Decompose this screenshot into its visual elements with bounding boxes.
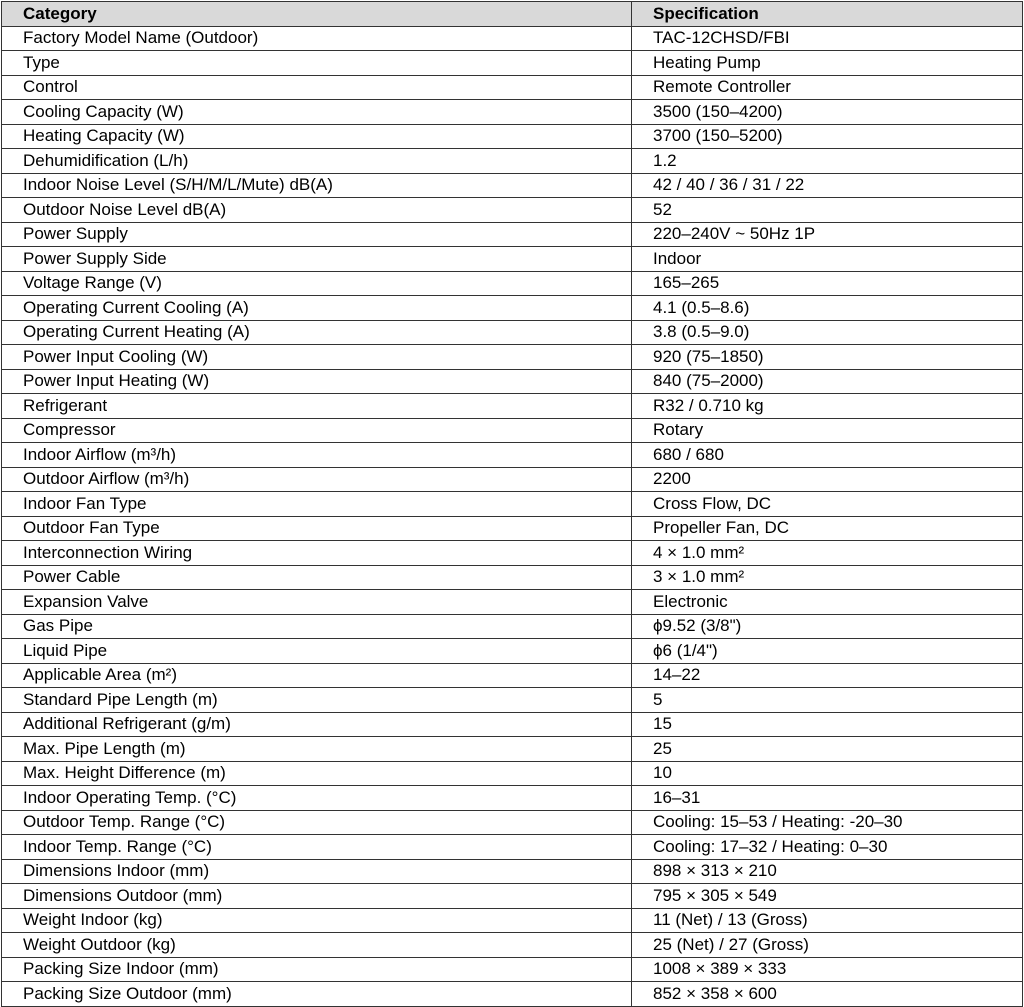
specification-cell: Indoor (632, 247, 1023, 272)
category-cell: Liquid Pipe (2, 639, 632, 664)
table-row (2, 149, 1023, 174)
category-cell: Power Supply Side (2, 247, 632, 272)
table-row (2, 688, 1023, 713)
specification-cell: 5 (632, 688, 1023, 713)
specification-cell: 42 / 40 / 36 / 31 / 22 (632, 173, 1023, 198)
category-cell: Expansion Valve (2, 590, 632, 615)
table-row (2, 614, 1023, 639)
table-row (2, 835, 1023, 860)
category-cell: Factory Model Name (Outdoor) (2, 26, 632, 51)
table-row (2, 908, 1023, 933)
specification-cell: 14–22 (632, 663, 1023, 688)
category-cell: Standard Pipe Length (m) (2, 688, 632, 713)
category-cell: Interconnection Wiring (2, 541, 632, 566)
category-cell: Outdoor Noise Level dB(A) (2, 198, 632, 223)
category-cell: Outdoor Airflow (m³/h) (2, 467, 632, 492)
category-cell: Control (2, 75, 632, 100)
table-header (2, 2, 1023, 27)
table-row (2, 639, 1023, 664)
specification-cell: 3500 (150–4200) (632, 100, 1023, 125)
category-cell: Packing Size Outdoor (mm) (2, 982, 632, 1007)
table-row (2, 100, 1023, 125)
specification-cell: Remote Controller (632, 75, 1023, 100)
category-cell: Type (2, 51, 632, 76)
specification-cell: 3 × 1.0 mm² (632, 565, 1023, 590)
specification-cell: Cooling: 17–32 / Heating: 0–30 (632, 835, 1023, 860)
table-row (2, 492, 1023, 517)
table-row (2, 957, 1023, 982)
table-row (2, 443, 1023, 468)
specification-cell: ϕ9.52 (3/8") (632, 614, 1023, 639)
table-row (2, 222, 1023, 247)
specification-cell: 4 × 1.0 mm² (632, 541, 1023, 566)
specification-cell: 2200 (632, 467, 1023, 492)
category-cell: Indoor Fan Type (2, 492, 632, 517)
table-body (2, 26, 1023, 1006)
specification-cell: 11 (Net) / 13 (Gross) (632, 908, 1023, 933)
table-row (2, 394, 1023, 419)
specification-cell: 1.2 (632, 149, 1023, 174)
table-row (2, 590, 1023, 615)
table-row (2, 516, 1023, 541)
category-cell: Indoor Airflow (m³/h) (2, 443, 632, 468)
specification-cell: 165–265 (632, 271, 1023, 296)
category-cell: Weight Indoor (kg) (2, 908, 632, 933)
table-row (2, 712, 1023, 737)
table-row (2, 859, 1023, 884)
specification-cell: 898 × 313 × 210 (632, 859, 1023, 884)
table-row (2, 467, 1023, 492)
table-row (2, 296, 1023, 321)
table-row (2, 761, 1023, 786)
specification-cell: 16–31 (632, 786, 1023, 811)
table-row (2, 75, 1023, 100)
table-row (2, 541, 1023, 566)
category-header: Category (2, 2, 632, 27)
table-row (2, 418, 1023, 443)
table-row (2, 198, 1023, 223)
table-row (2, 884, 1023, 909)
category-cell: Indoor Temp. Range (°C) (2, 835, 632, 860)
table-row (2, 26, 1023, 51)
specification-cell: 10 (632, 761, 1023, 786)
specification-cell: Electronic (632, 590, 1023, 615)
table-row (2, 173, 1023, 198)
category-cell: Heating Capacity (W) (2, 124, 632, 149)
table-row (2, 737, 1023, 762)
specification-cell: 840 (75–2000) (632, 369, 1023, 394)
category-cell: Indoor Operating Temp. (°C) (2, 786, 632, 811)
category-cell: Outdoor Fan Type (2, 516, 632, 541)
table-row (2, 810, 1023, 835)
header-row (2, 2, 1023, 27)
category-cell: Packing Size Indoor (mm) (2, 957, 632, 982)
category-cell: Refrigerant (2, 394, 632, 419)
table-row (2, 786, 1023, 811)
category-cell: Applicable Area (m²) (2, 663, 632, 688)
specification-cell: ϕ6 (1/4") (632, 639, 1023, 664)
specification-cell: 220–240V ~ 50Hz 1P (632, 222, 1023, 247)
category-cell: Power Input Cooling (W) (2, 345, 632, 370)
table-row (2, 247, 1023, 272)
table-row (2, 320, 1023, 345)
category-cell: Additional Refrigerant (g/m) (2, 712, 632, 737)
table-row (2, 663, 1023, 688)
specification-cell: 852 × 358 × 600 (632, 982, 1023, 1007)
specification-cell: 3700 (150–5200) (632, 124, 1023, 149)
category-cell: Gas Pipe (2, 614, 632, 639)
specification-cell: TAC-12CHSD/FBI (632, 26, 1023, 51)
category-cell: Power Cable (2, 565, 632, 590)
specification-cell: R32 / 0.710 kg (632, 394, 1023, 419)
specification-cell: 3.8 (0.5–9.0) (632, 320, 1023, 345)
table-row (2, 369, 1023, 394)
table-row (2, 565, 1023, 590)
spec-table (1, 1, 1023, 1007)
specification-cell: 680 / 680 (632, 443, 1023, 468)
table-row (2, 933, 1023, 958)
table-row (2, 124, 1023, 149)
category-cell: Power Input Heating (W) (2, 369, 632, 394)
specification-cell: Cooling: 15–53 / Heating: -20–30 (632, 810, 1023, 835)
category-cell: Cooling Capacity (W) (2, 100, 632, 125)
category-cell: Operating Current Heating (A) (2, 320, 632, 345)
category-cell: Indoor Noise Level (S/H/M/L/Mute) dB(A) (2, 173, 632, 198)
category-cell: Dimensions Indoor (mm) (2, 859, 632, 884)
table-row (2, 271, 1023, 296)
specification-cell: 15 (632, 712, 1023, 737)
specification-cell: 25 (Net) / 27 (Gross) (632, 933, 1023, 958)
specification-cell: 920 (75–1850) (632, 345, 1023, 370)
specification-cell: Heating Pump (632, 51, 1023, 76)
category-cell: Dimensions Outdoor (mm) (2, 884, 632, 909)
specification-cell: 52 (632, 198, 1023, 223)
category-cell: Voltage Range (V) (2, 271, 632, 296)
table-row (2, 982, 1023, 1007)
specification-cell: 25 (632, 737, 1023, 762)
category-cell: Dehumidification (L/h) (2, 149, 632, 174)
specification-cell: 4.1 (0.5–8.6) (632, 296, 1023, 321)
table-row (2, 345, 1023, 370)
specification-header: Specification (632, 2, 1023, 27)
specification-cell: 795 × 305 × 549 (632, 884, 1023, 909)
category-cell: Outdoor Temp. Range (°C) (2, 810, 632, 835)
table-row (2, 51, 1023, 76)
category-cell: Max. Pipe Length (m) (2, 737, 632, 762)
category-cell: Compressor (2, 418, 632, 443)
category-cell: Max. Height Difference (m) (2, 761, 632, 786)
specification-cell: Cross Flow, DC (632, 492, 1023, 517)
specification-cell: Propeller Fan, DC (632, 516, 1023, 541)
category-cell: Weight Outdoor (kg) (2, 933, 632, 958)
specification-cell: 1008 × 389 × 333 (632, 957, 1023, 982)
category-cell: Operating Current Cooling (A) (2, 296, 632, 321)
category-cell: Power Supply (2, 222, 632, 247)
specification-cell: Rotary (632, 418, 1023, 443)
